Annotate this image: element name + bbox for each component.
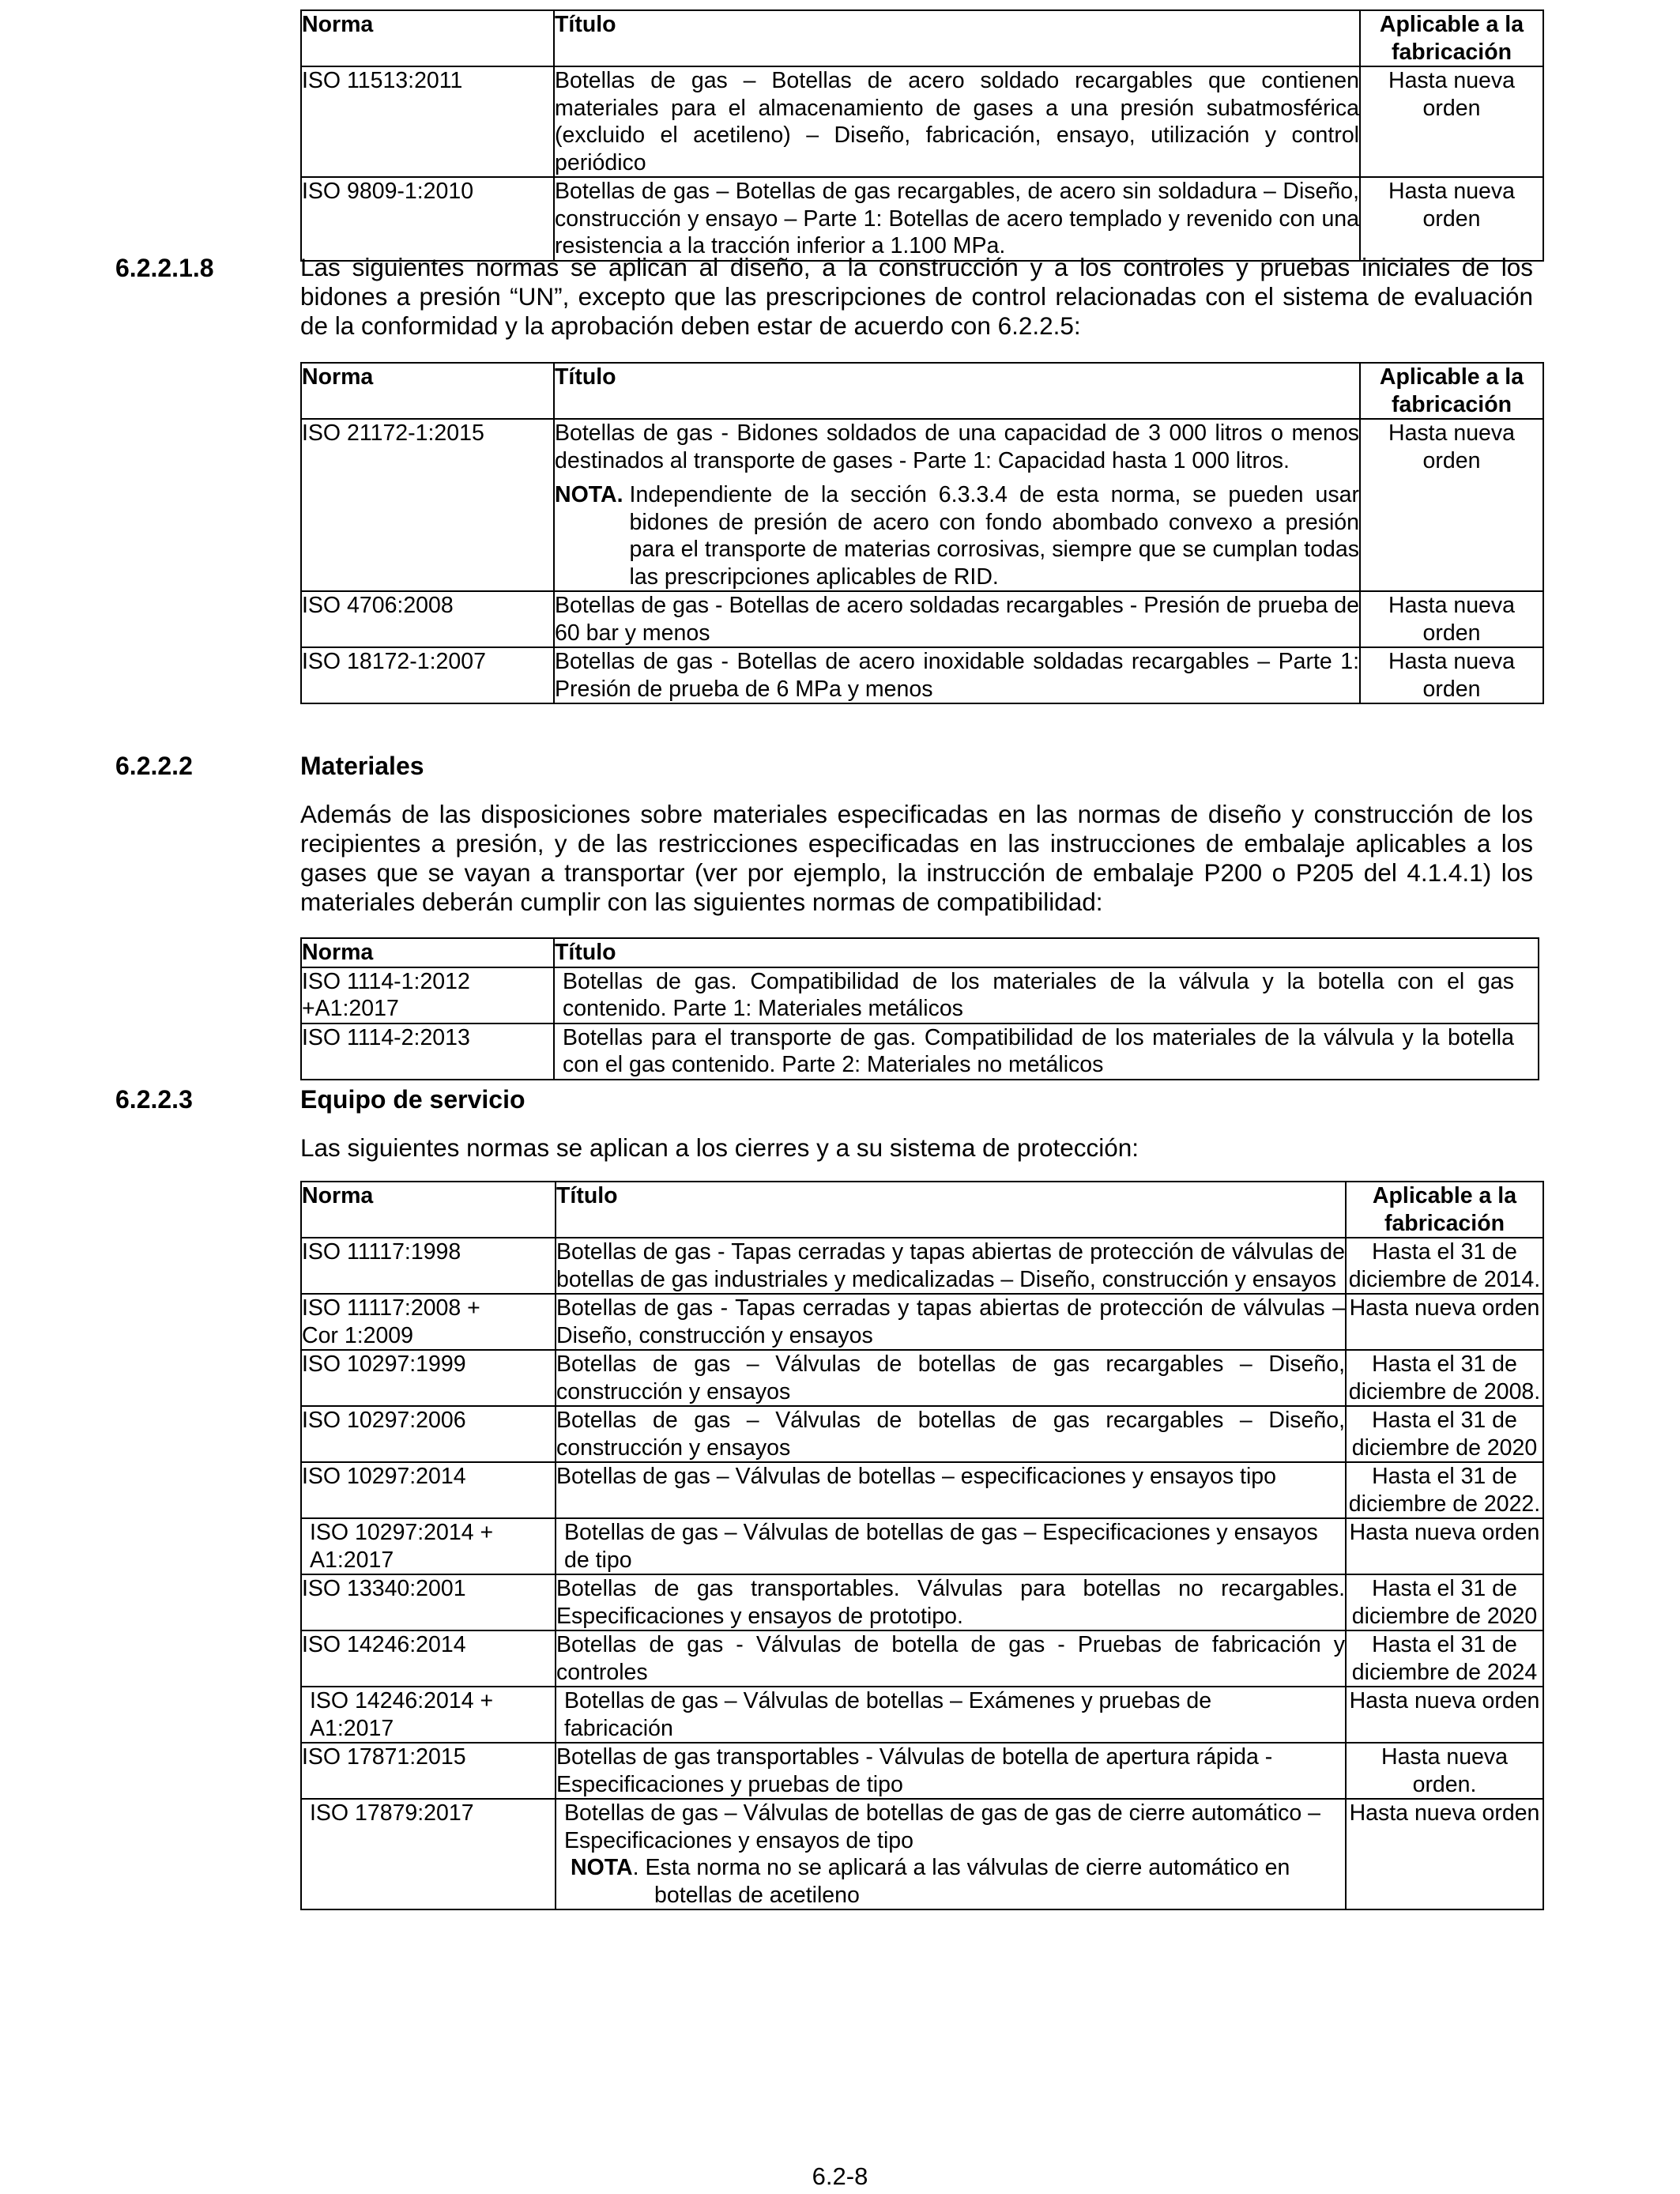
norma-line-2: +A1:2017 — [302, 996, 399, 1021]
cell-titulo: Botellas de gas - Tapas cerradas y tapas abiertas de protección de válvulas de botellas de gas industriales y medicalizadas – Diseño, construcción y ensayos — [556, 1238, 1346, 1294]
cell-titulo: Botellas de gas - Tapas cerradas y tapas abiertas de protección de válvulas – Diseño, construcción y ensayos — [556, 1294, 1346, 1350]
section-title-materiales: Materiales — [300, 752, 424, 780]
cell-aplicable: Hasta el 31 de diciembre de 2022. — [1346, 1462, 1543, 1518]
table-compatibilidad — [300, 937, 1539, 1080]
header-norma: Norma — [301, 10, 554, 66]
section-title-equipo-servicio: Equipo de servicio — [300, 1085, 525, 1114]
cell-titulo — [554, 419, 1360, 591]
cell-titulo: Botellas de gas – Válvulas de botellas de gas recargables – Diseño, construcción y ensayos — [556, 1350, 1346, 1406]
norma-line-1: ISO 1114-1:2012 — [302, 968, 470, 994]
cell-aplicable: Hasta nueva orden — [1346, 1518, 1543, 1574]
table-header-row — [301, 363, 1543, 419]
table-row — [301, 1294, 1543, 1350]
norma-line-1: ISO 14246:2014 + — [310, 1688, 494, 1713]
table-header-row — [301, 1182, 1543, 1238]
cell-norma: ISO 9809-1:2010 — [301, 177, 554, 261]
table-row — [301, 177, 1543, 261]
norma-line-2: A1:2017 — [310, 1547, 394, 1573]
norma-line-2: A1:2017 — [310, 1715, 394, 1741]
norma-line-2: Cor 1:2009 — [302, 1322, 414, 1348]
section-text-6-2-2-1-8: Las siguientes normas se aplican al diseño, a la construcción y a los controles y pruebas iniciales de los bidones a presión “UN”, excepto que las prescripciones de control relacionadas con el sistema de evaluación de la conformidad y la aprobación deben estar de acuerdo con 6.2.2.5: — [300, 253, 1533, 340]
table-bidones-presion — [300, 362, 1544, 704]
cell-titulo — [556, 1799, 1346, 1909]
nota-text-2: botellas de acetileno — [654, 1882, 860, 1908]
cell-norma — [301, 1687, 556, 1743]
table-row — [301, 1023, 1539, 1080]
page-number: 6.2-8 — [812, 2162, 868, 2190]
cell-titulo: Botellas de gas – Válvulas de botellas de gas recargables – Diseño, construcción y ensayos — [556, 1406, 1346, 1462]
header-titulo: Título — [554, 363, 1360, 419]
cell-titulo: Botellas de gas transportables - Válvulas de botella de apertura rápida - Especificaciones y pruebas de tipo — [556, 1743, 1346, 1799]
norma-line-1: ISO 10297:2014 + — [310, 1520, 494, 1545]
cell-norma: ISO 17871:2015 — [301, 1743, 556, 1799]
cell-aplicable: Hasta el 31 de diciembre de 2008. — [1346, 1350, 1543, 1406]
cell-norma: ISO 10297:1999 — [301, 1350, 556, 1406]
cell-aplicable: Hasta nueva orden — [1360, 66, 1543, 177]
header-titulo: Título — [556, 1182, 1346, 1238]
section-number-6-2-2-3: 6.2.2.3 — [115, 1085, 193, 1114]
table-equipo-servicio — [300, 1181, 1544, 1910]
table-row — [301, 419, 1543, 591]
cell-titulo: Botellas de gas – Botellas de gas recargables, de acero sin soldadura – Diseño, construcción y ensayo – Parte 1: Botellas de acero templado y revenido con una resistencia a la tracción inferior a 1.100 MPa. — [554, 177, 1360, 261]
section-number-6-2-2-2: 6.2.2.2 — [115, 752, 193, 780]
table-header-row — [301, 938, 1539, 967]
table-row — [301, 1518, 1543, 1574]
table-row — [301, 1462, 1543, 1518]
cell-titulo: Botellas de gas – Botellas de acero soldado recargables que contienen materiales para el almacenamiento de gases a una presión subatmosférica (excluido el acetileno) – Diseño, fabricación, ensayo, utilización y control periódico — [554, 66, 1360, 177]
cell-titulo: Botellas de gas – Válvulas de botellas de gas – Especificaciones y ensayos de tipo — [556, 1518, 1346, 1574]
cell-aplicable: Hasta nueva orden — [1360, 419, 1543, 591]
cell-titulo: Botellas de gas – Válvulas de botellas – Exámenes y pruebas de fabricación — [556, 1687, 1346, 1743]
cell-aplicable: Hasta nueva orden — [1346, 1799, 1543, 1909]
cell-titulo: Botellas de gas – Válvulas de botellas – especificaciones y ensayos tipo — [556, 1462, 1346, 1518]
cell-norma: ISO 14246:2014 — [301, 1630, 556, 1687]
cell-norma — [301, 1294, 556, 1350]
cell-aplicable: Hasta nueva orden — [1360, 647, 1543, 703]
table-row — [301, 1574, 1543, 1630]
table-row — [301, 66, 1543, 177]
cell-norma: ISO 11117:1998 — [301, 1238, 556, 1294]
table-row — [301, 1350, 1543, 1406]
cell-aplicable: Hasta el 31 de diciembre de 2014. — [1346, 1238, 1543, 1294]
header-aplicable: Aplicable a la fabricación — [1360, 363, 1543, 419]
cell-aplicable: Hasta el 31 de diciembre de 2020 — [1346, 1574, 1543, 1630]
cell-norma: ISO 13340:2001 — [301, 1574, 556, 1630]
cell-norma: ISO 11513:2011 — [301, 66, 554, 177]
table-cilindros-acero — [300, 9, 1544, 262]
header-titulo: Título — [554, 938, 1539, 967]
norma-line-1: ISO 11117:2008 + — [302, 1295, 480, 1321]
header-aplicable: Aplicable a la fabricación — [1346, 1182, 1543, 1238]
cell-aplicable: Hasta el 31 de diciembre de 2020 — [1346, 1406, 1543, 1462]
cell-titulo: Botellas de gas. Compatibilidad de los materiales de la válvula y la botella con el gas contenido. Parte 1: Materiales metálicos — [554, 967, 1539, 1023]
cell-aplicable: Hasta nueva orden — [1346, 1687, 1543, 1743]
cell-norma — [301, 967, 554, 1023]
cell-titulo: Botellas de gas - Botellas de acero soldadas recargables - Presión de prueba de 60 bar y menos — [554, 591, 1360, 647]
cell-norma: ISO 10297:2014 — [301, 1462, 556, 1518]
cell-norma: ISO 21172-1:2015 — [301, 419, 554, 591]
cell-aplicable: Hasta el 31 de diciembre de 2024 — [1346, 1630, 1543, 1687]
cell-titulo: Botellas de gas transportables. Válvulas para botellas no recargables. Especificaciones y ensayos de prototipo. — [556, 1574, 1346, 1630]
table-row — [301, 1630, 1543, 1687]
section-number-6-2-2-1-8: 6.2.2.1.8 — [115, 254, 214, 282]
table-row — [301, 1238, 1543, 1294]
cell-norma: ISO 4706:2008 — [301, 591, 554, 647]
table-row — [301, 1687, 1543, 1743]
cell-aplicable: Hasta nueva orden — [1346, 1294, 1543, 1350]
nota — [555, 481, 1359, 590]
header-norma: Norma — [301, 363, 554, 419]
cell-norma — [301, 1518, 556, 1574]
cell-aplicable: Hasta nueva orden — [1360, 177, 1543, 261]
cell-titulo: Botellas de gas - Válvulas de botella de gas - Pruebas de fabricación y controles — [556, 1630, 1346, 1687]
nota — [564, 1854, 1345, 1909]
cell-norma: ISO 18172-1:2007 — [301, 647, 554, 703]
table-row — [301, 591, 1543, 647]
section-text-6-2-2-3: Las siguientes normas se aplican a los cierres y a su sistema de protección: — [300, 1133, 1139, 1162]
cell-aplicable: Hasta nueva orden. — [1346, 1743, 1543, 1799]
nota-label: NOTA — [571, 1855, 633, 1880]
cell-titulo: Botellas para el transporte de gas. Compatibilidad de los materiales de la válvula y la botella con el gas contenido. Parte 2: Materiales no metálicos — [554, 1023, 1539, 1080]
header-aplicable: Aplicable a la fabricación — [1360, 10, 1543, 66]
cell-aplicable: Hasta nueva orden — [1360, 591, 1543, 647]
table-row — [301, 1799, 1543, 1909]
header-norma: Norma — [301, 1182, 556, 1238]
cell-norma: ISO 1114-2:2013 — [301, 1023, 554, 1080]
cell-norma: ISO 10297:2006 — [301, 1406, 556, 1462]
section-text-6-2-2-2: Además de las disposiciones sobre materiales especificadas en las normas de diseño y construcción de los recipientes a presión, y de las restricciones especificadas en las instrucciones de embalaje aplicables a los gases que se vayan a transportar (ver por ejemplo, la instrucción de embalaje P200 o P205 del 4.1.4.1) los materiales deberán cumplir con las siguientes normas de compatibilidad: — [300, 800, 1533, 916]
table-row — [301, 1406, 1543, 1462]
header-norma: Norma — [301, 938, 554, 967]
table-row — [301, 967, 1539, 1023]
nota-label: NOTA. — [555, 482, 623, 507]
table-row — [301, 647, 1543, 703]
nota-text: Independiente de la sección 6.3.3.4 de esta norma, se pueden usar bidones de presión de acero con fondo abombado convexo a presión para el transporte de materias corrosivas, siempre que se cumplan todas las prescripciones aplicables de RID. — [629, 482, 1359, 590]
titulo-text: Botellas de gas - Bidones soldados de una capacidad de 3 000 litros o menos destinados al transporte de gases - Parte 1: Capacidad hasta 1 000 litros. — [555, 420, 1359, 473]
titulo-text: Botellas de gas – Válvulas de botellas de gas de gas de cierre automático – Especificaciones y ensayos de tipo — [564, 1800, 1320, 1853]
cell-norma: ISO 17879:2017 — [301, 1799, 556, 1909]
nota-text-1: . Esta norma no se aplicará a las válvulas de cierre automático en — [632, 1855, 1290, 1880]
table-header-row — [301, 10, 1543, 66]
table-row — [301, 1743, 1543, 1799]
cell-titulo: Botellas de gas - Botellas de acero inoxidable soldadas recargables – Parte 1: Presión de prueba de 6 MPa y menos — [554, 647, 1360, 703]
header-titulo: Título — [554, 10, 1360, 66]
